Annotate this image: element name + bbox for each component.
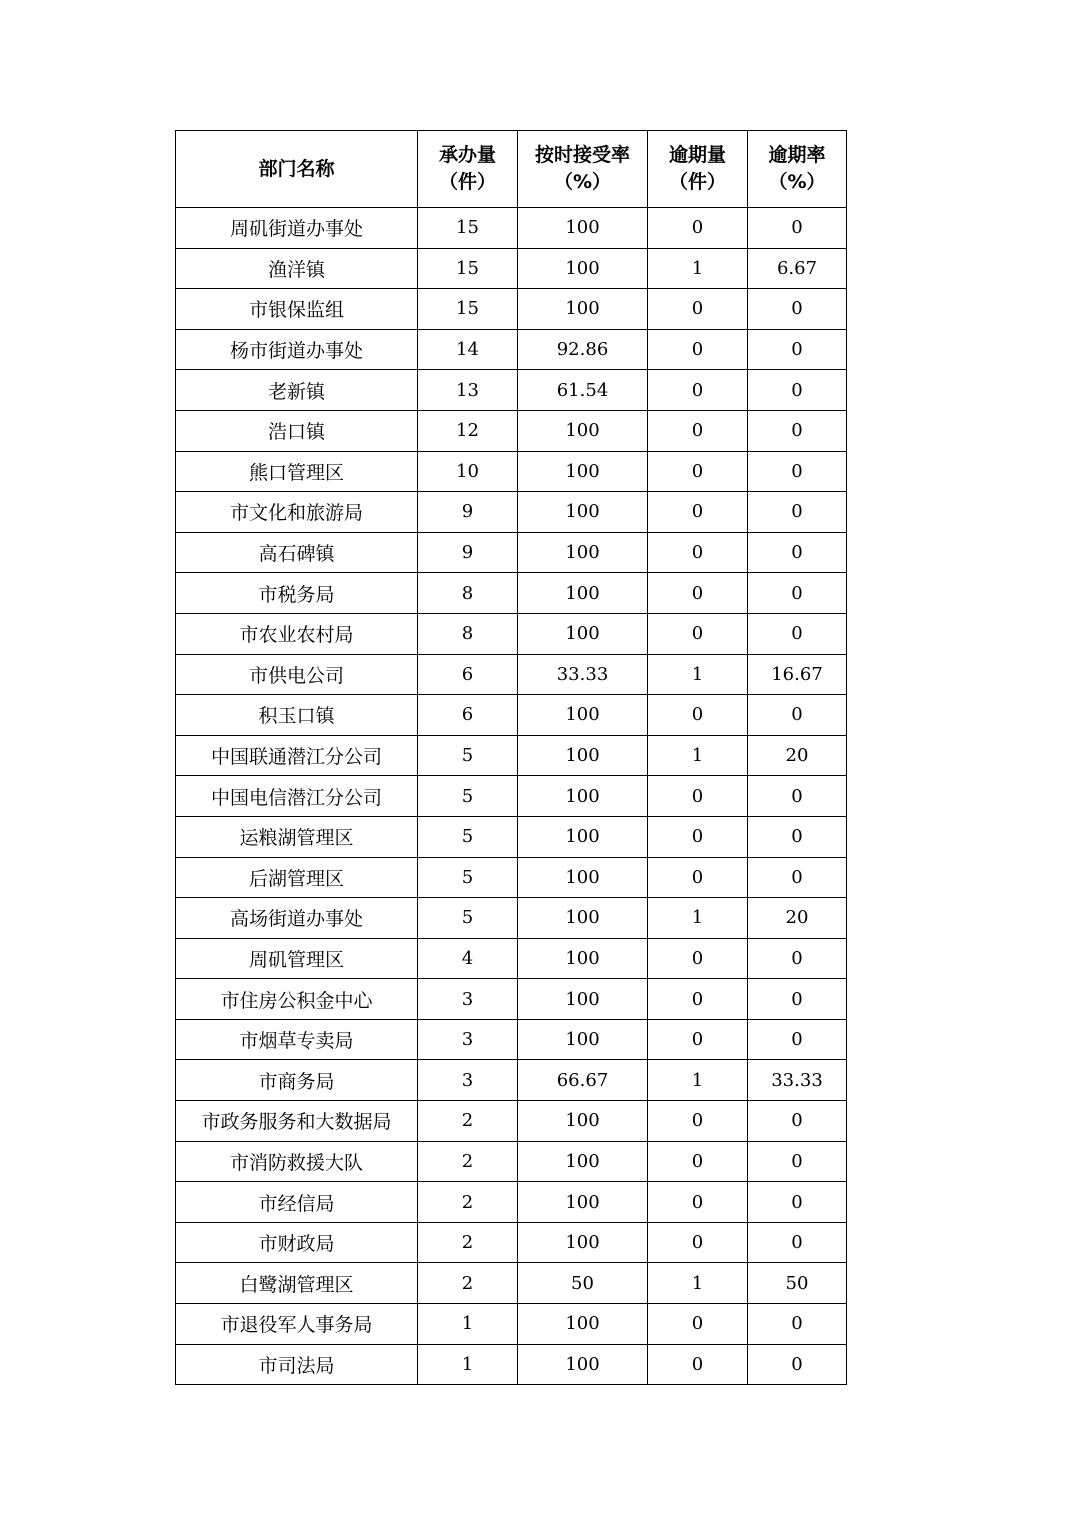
cell-on-time-rate: 100 — [518, 816, 648, 857]
table-row — [176, 898, 847, 939]
table-row — [176, 329, 847, 370]
cell-on-time-rate: 100 — [518, 695, 648, 736]
cell-overdue-rate: 0 — [748, 816, 847, 857]
header-department-name-label: 部门名称 — [258, 157, 335, 180]
cell-case-volume: 8 — [418, 573, 518, 614]
cell-overdue-count: 0 — [648, 492, 748, 533]
table-row — [176, 1263, 847, 1304]
cell-department-name: 高石碑镇 — [176, 532, 418, 573]
cell-overdue-rate: 0 — [748, 1344, 847, 1385]
cell-on-time-rate: 100 — [518, 492, 648, 533]
cell-department-name: 市文化和旅游局 — [176, 492, 418, 533]
cell-overdue-rate: 0 — [748, 573, 847, 614]
cell-department-name: 中国联通潜江分公司 — [176, 735, 418, 776]
cell-on-time-rate: 100 — [518, 898, 648, 939]
table-row — [176, 1060, 847, 1101]
cell-overdue-rate: 0 — [748, 1141, 847, 1182]
cell-overdue-rate: 0 — [748, 208, 847, 249]
cell-overdue-count: 0 — [648, 208, 748, 249]
cell-overdue-rate: 0 — [748, 938, 847, 979]
table-row — [176, 1182, 847, 1223]
header-overdue-count-unit: （件） — [668, 171, 726, 193]
cell-on-time-rate: 100 — [518, 1141, 648, 1182]
table-row — [176, 492, 847, 533]
cell-case-volume: 4 — [418, 938, 518, 979]
cell-case-volume: 6 — [418, 695, 518, 736]
cell-department-name: 市住房公积金中心 — [176, 979, 418, 1020]
cell-on-time-rate: 92.86 — [518, 329, 648, 370]
table-row — [176, 410, 847, 451]
cell-overdue-count: 0 — [648, 1141, 748, 1182]
table-row — [176, 735, 847, 776]
cell-on-time-rate: 100 — [518, 1304, 648, 1345]
cell-overdue-rate: 0 — [748, 1019, 847, 1060]
cell-overdue-rate: 20 — [748, 735, 847, 776]
cell-department-name: 杨市街道办事处 — [176, 329, 418, 370]
table-row — [176, 248, 847, 289]
cell-case-volume: 5 — [418, 857, 518, 898]
cell-case-volume: 13 — [418, 370, 518, 411]
table-row — [176, 695, 847, 736]
cell-case-volume: 12 — [418, 410, 518, 451]
table-row — [176, 776, 847, 817]
header-overdue-rate — [748, 131, 847, 208]
cell-overdue-count: 0 — [648, 451, 748, 492]
cell-on-time-rate: 100 — [518, 248, 648, 289]
cell-overdue-rate: 33.33 — [748, 1060, 847, 1101]
table-row — [176, 857, 847, 898]
cell-overdue-rate: 0 — [748, 1182, 847, 1223]
cell-department-name: 市商务局 — [176, 1060, 418, 1101]
cell-on-time-rate: 100 — [518, 1222, 648, 1263]
header-case-volume-unit: （件） — [438, 171, 496, 193]
cell-case-volume: 2 — [418, 1182, 518, 1223]
cell-overdue-count: 0 — [648, 1304, 748, 1345]
table-row — [176, 816, 847, 857]
cell-on-time-rate: 100 — [518, 1344, 648, 1385]
cell-department-name: 中国电信潜江分公司 — [176, 776, 418, 817]
table-row — [176, 208, 847, 249]
cell-overdue-rate: 0 — [748, 451, 847, 492]
cell-department-name: 渔洋镇 — [176, 248, 418, 289]
cell-overdue-count: 0 — [648, 1182, 748, 1223]
cell-overdue-rate: 0 — [748, 857, 847, 898]
cell-case-volume: 2 — [418, 1101, 518, 1142]
cell-overdue-rate: 0 — [748, 613, 847, 654]
cell-on-time-rate: 50 — [518, 1263, 648, 1304]
table-row — [176, 979, 847, 1020]
table-row — [176, 370, 847, 411]
cell-case-volume: 5 — [418, 776, 518, 817]
table-row — [176, 1101, 847, 1142]
cell-case-volume: 1 — [418, 1304, 518, 1345]
cell-on-time-rate: 100 — [518, 938, 648, 979]
cell-department-name: 老新镇 — [176, 370, 418, 411]
cell-on-time-rate: 100 — [518, 208, 648, 249]
header-case-volume-label: 承办量 — [438, 144, 496, 166]
cell-department-name: 熊口管理区 — [176, 451, 418, 492]
cell-overdue-rate: 20 — [748, 898, 847, 939]
cell-case-volume: 10 — [418, 451, 518, 492]
cell-department-name: 市烟草专卖局 — [176, 1019, 418, 1060]
cell-overdue-rate: 0 — [748, 776, 847, 817]
cell-case-volume: 3 — [418, 979, 518, 1020]
cell-case-volume: 14 — [418, 329, 518, 370]
cell-on-time-rate: 100 — [518, 1101, 648, 1142]
cell-case-volume: 8 — [418, 613, 518, 654]
cell-overdue-count: 0 — [648, 329, 748, 370]
cell-overdue-rate: 0 — [748, 370, 847, 411]
cell-case-volume: 9 — [418, 532, 518, 573]
cell-case-volume: 2 — [418, 1222, 518, 1263]
cell-overdue-rate: 0 — [748, 1222, 847, 1263]
cell-overdue-count: 1 — [648, 1263, 748, 1304]
cell-department-name: 后湖管理区 — [176, 857, 418, 898]
cell-overdue-count: 0 — [648, 613, 748, 654]
cell-overdue-rate: 16.67 — [748, 654, 847, 695]
cell-case-volume: 9 — [418, 492, 518, 533]
table-row — [176, 1141, 847, 1182]
cell-overdue-rate: 0 — [748, 1101, 847, 1142]
cell-department-name: 市财政局 — [176, 1222, 418, 1263]
cell-case-volume: 2 — [418, 1263, 518, 1304]
header-department-name — [176, 131, 418, 208]
cell-overdue-count: 0 — [648, 938, 748, 979]
header-overdue-rate-label: 逾期率 — [768, 144, 826, 166]
cell-overdue-rate: 0 — [748, 532, 847, 573]
cell-overdue-rate: 0 — [748, 289, 847, 330]
cell-case-volume: 5 — [418, 735, 518, 776]
cell-case-volume: 15 — [418, 208, 518, 249]
cell-department-name: 市司法局 — [176, 1344, 418, 1385]
cell-case-volume: 6 — [418, 654, 518, 695]
header-overdue-count — [648, 131, 748, 208]
cell-overdue-count: 0 — [648, 1344, 748, 1385]
cell-department-name: 白鹭湖管理区 — [176, 1263, 418, 1304]
table-body — [176, 208, 847, 1385]
header-case-volume — [418, 131, 518, 208]
header-row — [176, 131, 847, 208]
cell-on-time-rate: 100 — [518, 979, 648, 1020]
cell-department-name: 运粮湖管理区 — [176, 816, 418, 857]
table-row — [176, 1304, 847, 1345]
table-row — [176, 1019, 847, 1060]
cell-overdue-count: 0 — [648, 857, 748, 898]
cell-overdue-rate: 0 — [748, 695, 847, 736]
cell-overdue-rate: 50 — [748, 1263, 847, 1304]
cell-department-name: 市银保监组 — [176, 289, 418, 330]
cell-on-time-rate: 100 — [518, 1182, 648, 1223]
cell-overdue-rate: 0 — [748, 979, 847, 1020]
cell-department-name: 积玉口镇 — [176, 695, 418, 736]
table-row — [176, 938, 847, 979]
cell-overdue-count: 0 — [648, 573, 748, 614]
cell-case-volume: 3 — [418, 1060, 518, 1101]
cell-overdue-rate: 0 — [748, 1304, 847, 1345]
table-row — [176, 654, 847, 695]
cell-overdue-rate: 6.67 — [748, 248, 847, 289]
table-row — [176, 532, 847, 573]
cell-department-name: 市供电公司 — [176, 654, 418, 695]
cell-on-time-rate: 66.67 — [518, 1060, 648, 1101]
table-header — [176, 131, 847, 208]
cell-overdue-count: 1 — [648, 1060, 748, 1101]
cell-overdue-count: 0 — [648, 1222, 748, 1263]
cell-on-time-rate: 100 — [518, 289, 648, 330]
cell-overdue-count: 1 — [648, 248, 748, 289]
cell-on-time-rate: 100 — [518, 776, 648, 817]
table-row — [176, 451, 847, 492]
cell-overdue-rate: 0 — [748, 329, 847, 370]
cell-department-name: 市经信局 — [176, 1182, 418, 1223]
cell-overdue-count: 1 — [648, 654, 748, 695]
cell-on-time-rate: 100 — [518, 735, 648, 776]
cell-overdue-count: 0 — [648, 979, 748, 1020]
cell-overdue-rate: 0 — [748, 492, 847, 533]
cell-department-name: 市退役军人事务局 — [176, 1304, 418, 1345]
table-row — [176, 1222, 847, 1263]
header-on-time-rate-unit: （%） — [553, 171, 612, 193]
cell-overdue-count: 0 — [648, 695, 748, 736]
header-on-time-rate — [518, 131, 648, 208]
cell-case-volume: 15 — [418, 289, 518, 330]
cell-overdue-count: 0 — [648, 532, 748, 573]
cell-on-time-rate: 100 — [518, 857, 648, 898]
cell-overdue-count: 0 — [648, 289, 748, 330]
cell-overdue-count: 1 — [648, 898, 748, 939]
table-row — [176, 613, 847, 654]
cell-department-name: 市税务局 — [176, 573, 418, 614]
department-performance-table — [175, 130, 847, 1385]
cell-case-volume: 3 — [418, 1019, 518, 1060]
cell-on-time-rate: 100 — [518, 532, 648, 573]
cell-case-volume: 15 — [418, 248, 518, 289]
cell-department-name: 市农业农村局 — [176, 613, 418, 654]
cell-department-name: 市消防救援大队 — [176, 1141, 418, 1182]
cell-overdue-count: 1 — [648, 735, 748, 776]
cell-department-name: 高场街道办事处 — [176, 898, 418, 939]
cell-department-name: 浩口镇 — [176, 410, 418, 451]
table-row — [176, 573, 847, 614]
cell-case-volume: 2 — [418, 1141, 518, 1182]
cell-on-time-rate: 100 — [518, 613, 648, 654]
table-row — [176, 289, 847, 330]
cell-on-time-rate: 100 — [518, 573, 648, 614]
table-row — [176, 1344, 847, 1385]
cell-on-time-rate: 33.33 — [518, 654, 648, 695]
cell-overdue-count: 0 — [648, 370, 748, 411]
cell-on-time-rate: 100 — [518, 451, 648, 492]
cell-on-time-rate: 100 — [518, 1019, 648, 1060]
cell-on-time-rate: 100 — [518, 410, 648, 451]
cell-overdue-count: 0 — [648, 816, 748, 857]
header-overdue-count-label: 逾期量 — [668, 144, 726, 166]
cell-case-volume: 5 — [418, 816, 518, 857]
cell-on-time-rate: 61.54 — [518, 370, 648, 411]
header-on-time-rate-label: 按时接受率 — [534, 144, 630, 166]
cell-overdue-count: 0 — [648, 1019, 748, 1060]
cell-department-name: 周矶管理区 — [176, 938, 418, 979]
cell-department-name: 周矶街道办事处 — [176, 208, 418, 249]
cell-overdue-count: 0 — [648, 410, 748, 451]
cell-case-volume: 5 — [418, 898, 518, 939]
header-overdue-rate-unit: （%） — [768, 171, 826, 193]
cell-overdue-count: 0 — [648, 1101, 748, 1142]
cell-overdue-rate: 0 — [748, 410, 847, 451]
cell-case-volume: 1 — [418, 1344, 518, 1385]
cell-department-name: 市政务服务和大数据局 — [176, 1101, 418, 1142]
cell-overdue-count: 0 — [648, 776, 748, 817]
